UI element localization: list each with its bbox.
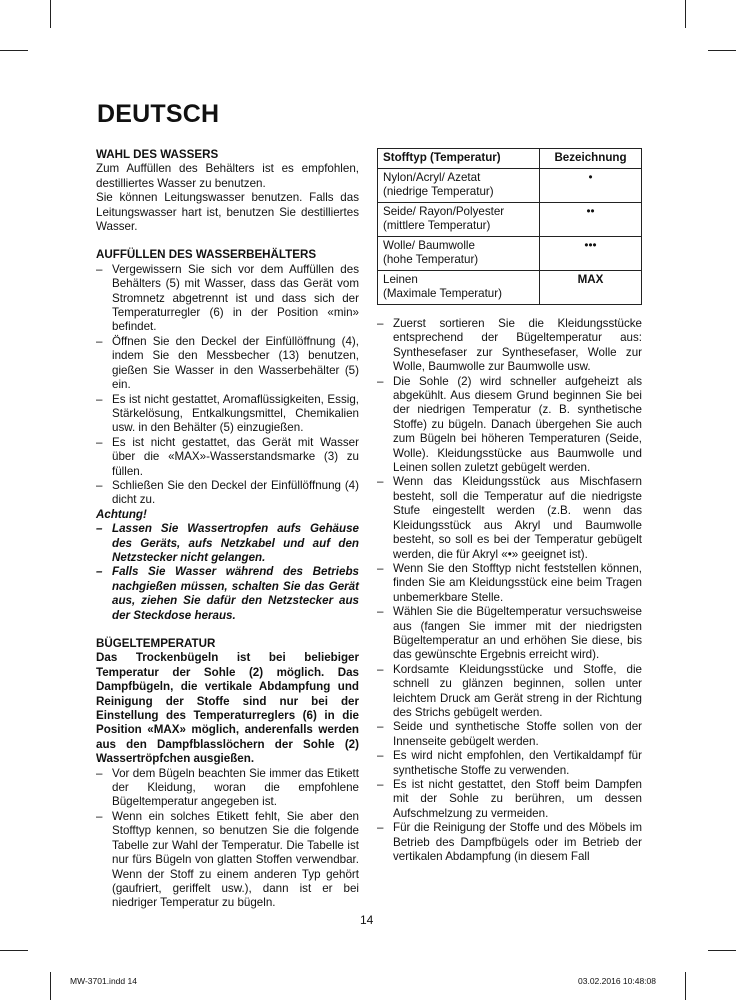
list-item: – Wenn Sie den Stofftyp nicht feststellen können, finden Sie am Kleidungsstück eine beim Tragen unbemerkbare Stelle.: [377, 562, 642, 605]
crop-mark: [50, 972, 51, 1000]
table-header: Bezeichnung: [540, 149, 642, 169]
table-cell-mark: •••: [540, 237, 642, 271]
section-heading: BÜGELTEMPERATUR: [96, 637, 216, 650]
list-item: – Für die Reinigung der Stoffe und des Möbels im Betrieb des Dampfbügels oder im Betrieb der vertikalen Abdampfung (in diesem Fall: [377, 821, 642, 864]
table-row: [378, 271, 642, 305]
crop-mark: [708, 950, 736, 951]
section-heading: WAHL DES WASSERS: [96, 148, 219, 161]
footer-date: 03.02.2016 10:48:08: [578, 976, 656, 986]
fabric-name: Seide/ Rayon/Polyester: [383, 205, 505, 218]
table-cell-fabric: [378, 169, 540, 203]
paragraph: Zum Auffüllen des Behälters ist es empfohlen, destilliertes Wasser zu benutzen.: [96, 162, 359, 190]
list-item: – Kordsamte Kleidungsstücke und Stoffe, die schnell zu glänzen beginnen, sollen unter leichtem Druck am Gerät streng in der Richtung des Strichs gebügelt werden.: [377, 663, 642, 721]
crop-mark: [708, 50, 736, 51]
fabric-name: Wolle/ Baumwolle: [383, 239, 475, 252]
bold-paragraph: Das Trockenbügeln ist bei beliebiger Temperatur der Sohle (2) möglich. Das Dampfbügeln, die vertikale Abdampfung und Reinigung der Stoffe sind nur bei der Einstellung des Temperaturreglers (6) in die Position «MAX» möglich, anderenfalls werden aus den Dampfblasslöchern der Sohle (2) Wassertröpfchen ausgießen.: [96, 651, 359, 766]
table-cell-mark: ••: [540, 203, 642, 237]
list-item: – Wenn ein solches Etikett fehlt, Sie aber den Stofftyp kennen, so benutzen Sie die folgende Tabelle zur Wahl der Temperatur. Die Tabelle ist nur fürs Bügeln von glatten Stoffen verwendbar. Wenn der Stoff zu einem anderen Typ gehört (gaufriert, geriffelt usw.), dann ist er bei niedriger Temperatur zu bügeln.: [96, 810, 359, 911]
temperature-label: (mittlere Temperatur): [383, 219, 491, 232]
paragraph: Sie können Leitungswasser benutzen. Falls das Leitungswasser hart ist, benutzen Sie destilliertes Wasser.: [96, 191, 359, 234]
table-header: Stofftyp (Temperatur): [378, 149, 540, 169]
warning-item: – Lassen Sie Wassertropfen aufs Gehäuse des Geräts, aufs Netzkabel und auf den Netzstecker nicht gelangen.: [96, 522, 359, 565]
list-item: – Öffnen Sie den Deckel der Einfüllöffnung (4), indem Sie den Messbecher (13) benutzen, gießen Sie Wasser in den Wasserbehälter (5) ein.: [96, 335, 359, 393]
left-column: [96, 148, 359, 911]
table-cell-mark: MAX: [540, 271, 642, 305]
list-item: – Zuerst sortieren Sie die Kleidungsstücke entsprechend der Bügeltemperatur aus: Synthesefaser zur Synthesefaser, Wolle zur Wolle, Baumwolle zur Baumwolle usw.: [377, 317, 642, 375]
table-cell-fabric: [378, 271, 540, 305]
table-cell-fabric: [378, 203, 540, 237]
temperature-label: (Maximale Temperatur): [383, 287, 502, 300]
list-item: – Schließen Sie den Deckel der Einfüllöffnung (4) dicht zu.: [96, 479, 359, 508]
footer-file: MW-3701.indd 14: [70, 976, 137, 986]
list-item: – Wählen Sie die Bügeltemperatur versuchsweise aus (fangen Sie immer mit der niedrigsten Bügeltemperatur an und erhöhen Sie diese, bis das gewünschte Ergebnis erreicht wird).: [377, 605, 642, 663]
list-item: – Es wird nicht empfohlen, den Vertikaldampf für synthetische Stoffe zu verwenden.: [377, 749, 642, 778]
crop-mark: [685, 0, 686, 28]
list-item: – Seide und synthetische Stoffe sollen von der Innenseite gebügelt werden.: [377, 720, 642, 749]
warning-item: – Falls Sie Wasser während des Betriebs nachgießen müssen, schalten Sie das Gerät aus, ziehen Sie dafür den Netzstecker aus der Steckdose heraus.: [96, 565, 359, 623]
table-row: [378, 203, 642, 237]
list-item: – Wenn das Kleidungsstück aus Mischfasern besteht, soll die Temperatur auf die niedrigste Stufe eingestellt werden (z.B. wenn das Kleidungsstück aus Akryl und Baumwolle besteht, so soll es bei der Temperatur gebügelt werden, die für Akryl «•» geeignet ist).: [377, 475, 642, 561]
list-item: – Es ist nicht gestattet, das Gerät mit Wasser über die «MAX»-Wasserstandsmarke (3) zu füllen.: [96, 436, 359, 479]
list-item: – Die Sohle (2) wird schneller aufgeheizt als abgekühlt. Aus diesem Grund beginnen Sie bei der niedrigen Temperatur (z. B. synthetische Stoffe) zu bügeln. Danach übergehen Sie auch zum Bügeln bei höheren Temperaturen (Seide, Wolle). Kleidungsstücke aus Baumwolle und Leinen sollen zuletzt gebügelt werden.: [377, 375, 642, 476]
section-heading: AUFFÜLLEN DES WASSERBEHÄLTERS: [96, 248, 317, 262]
warning-heading: Achtung!: [96, 507, 147, 521]
fabric-name: Leinen: [383, 273, 418, 286]
list-item: – Es ist nicht gestattet, Aromaflüssigkeiten, Essig, Stärkelösung, Entkalkungsmittel, Chemikalien usw. in den Behälter (5) einzugießen.: [96, 393, 359, 436]
temperature-table: [377, 148, 642, 305]
list-item: – Es ist nicht gestattet, den Stoff beim Dampfen mit der Sohle zu berühren, um dessen Aufschmelzung zu vermeiden.: [377, 778, 642, 821]
right-column: [377, 317, 642, 864]
list-item: – Vor dem Bügeln beachten Sie immer das Etikett der Kleidung, woran die empfohlene Bügeltemperatur angegeben ist.: [96, 767, 359, 810]
crop-mark: [50, 0, 51, 28]
table-cell-mark: •: [540, 169, 642, 203]
table-cell-fabric: [378, 237, 540, 271]
temperature-label: (niedrige Temperatur): [383, 185, 494, 198]
page-title: DEUTSCH: [97, 100, 220, 128]
table-row: [378, 169, 642, 203]
table-row: [378, 237, 642, 271]
crop-mark: [0, 950, 28, 951]
crop-mark: [0, 50, 28, 51]
table-header-row: [378, 149, 642, 169]
list-item: – Vergewissern Sie sich vor dem Auffüllen des Behälters (5) mit Wasser, dass das Gerät vom Stromnetz abgetrennt ist und dass sich der Temperaturregler (6) in der Position «min» befindet.: [96, 263, 359, 335]
fabric-name: Nylon/Acryl/ Azetat: [383, 171, 481, 184]
page-number: 14: [360, 913, 374, 927]
crop-mark: [685, 972, 686, 1000]
temperature-label: (hohe Temperatur): [383, 253, 479, 266]
